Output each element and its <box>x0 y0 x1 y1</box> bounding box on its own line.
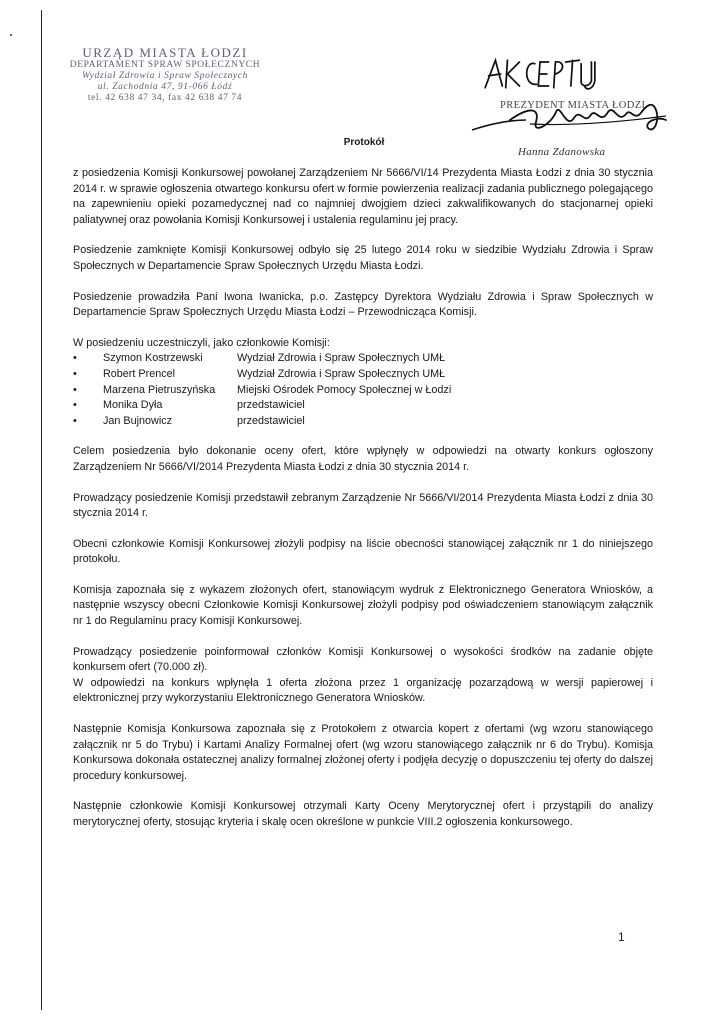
member-name: Monika Dyła <box>103 399 163 412</box>
bullet: • <box>73 399 77 412</box>
intro-paragraph: z posiedzenia Komisji Konkursowej powołanej Zarządzeniem Nr 5666/VI/14 Prezydenta Miasta Łodzi z dnia 30 stycznia 2014 r. w sprawie ogłoszenia otwartego konkursu ofert w formie powierzenia realizacji zadania publicznego polegającego na zapewnieniu opieki pozamedycznej nad co najmniej dwojgiem dzieci zakwalifikowanych do stacjonarnej opieki paliatywnej oraz powołania Komisji Konkursowej i ustalenia regulaminu jej pracy. <box>73 167 653 226</box>
formal-analysis-paragraph: Następnie Komisja Konkursowa zapoznała się z Protokołem z otwarcia kopert z ofertami (wg wzoru stanowiącego załącznik nr 5 do Trybu) i Kartami Analizy Formalnej ofert (wg wzoru stanowiącego załącznik nr 6 do Trybu). Komisja Konkursowa dokonała ostatecznej analizy formalnej złożonej oferty i podjęła decyzję o dopuszczeniu tej oferty do dalszej procedury konkursowej. <box>73 723 653 782</box>
meeting-place-paragraph: Posiedzenie zamknięte Komisji Konkursowej odbyło się 25 lutego 2014 roku w siedzibie Wydziału Zdrowia i Spraw Społecznych w Departamencie Spraw Społecznych Urzędu Miasta Łodzi. <box>73 244 653 272</box>
stamp-department: DEPARTAMENT SPRAW SPOŁECZNYCH <box>69 60 261 70</box>
member-name: Robert Prencel <box>103 367 176 380</box>
stamp-address: ul. Zachodnia 47, 91-066 Łódź <box>97 82 233 92</box>
stamp-phone: tel. 42 638 47 34, fax 42 638 47 74 <box>87 93 243 103</box>
signer-name: Hanna Zdanowska <box>518 146 606 158</box>
member-org: przedstawiciel <box>237 399 305 412</box>
bullet: • <box>73 352 77 365</box>
document-body <box>73 166 653 846</box>
document-title: Protokół <box>343 137 385 148</box>
list-item <box>73 398 653 414</box>
list-item <box>73 367 653 383</box>
funds-paragraph: Prowadzący posiedzenie poinformował członków Komisji Konkursowej o wysokości środków na zadanie objęte konkursem ofert (70.000 zł). <box>73 645 653 674</box>
bullet: • <box>73 414 77 427</box>
office-stamp <box>60 46 270 104</box>
bullet: • <box>73 367 77 380</box>
stamp-title: URZĄD MIASTA ŁODZI <box>82 45 248 60</box>
scan-speck <box>10 34 12 36</box>
members-list <box>73 351 653 429</box>
list-item <box>73 414 653 430</box>
president-label: PREZYDENT MIASTA ŁODZI <box>500 100 646 111</box>
ordinance-paragraph: Prowadzący posiedzenie Komisji przedstawił zebranym Zarządzenie Nr 5666/VI/2014 Prezydenta Miasta Łodzi z dnia 30 stycznia 2014 r. <box>73 491 653 520</box>
chair-paragraph: Posiedzenie prowadziła Pani Iwona Iwanicka, p.o. Zastępcy Dyrektora Wydziału Zdrowia i Spraw Społecznych w Departamencie Spraw Społecznych Urzędu Miasta Łodzi – Przewodnicząca Komisji. <box>73 290 653 319</box>
handwritten-approval <box>480 54 600 94</box>
member-org: Wydział Zdrowia i Spraw Społecznych UMŁ <box>237 352 446 365</box>
member-name: Szymon Kostrzewski <box>103 352 203 365</box>
attendance-paragraph: Obecni członkowie Komisji Konkursowej złożyli podpisy na liście obecności stanowiącej załącznik nr 1 do niniejszego protokołu. <box>73 537 653 566</box>
member-name: Jan Bujnowicz <box>103 414 173 427</box>
member-org: Wydział Zdrowia i Spraw Społecznych UMŁ <box>237 367 446 380</box>
member-org: Miejski Ośrodek Pomocy Społecznej w Łodzi <box>237 383 452 396</box>
member-name: Marzena Pietruszyńska <box>103 383 216 396</box>
purpose-paragraph: Celem posiedzenia było dokonanie oceny ofert, które wpłynęły w odpowiedzi na otwarty konkurs ogłoszony Zarządzeniem Nr 5666/VI/2014 Prezydenta Miasta Łodzi z dnia 30 stycznia 2014 r. <box>73 445 653 473</box>
member-org: przedstawiciel <box>237 414 305 427</box>
page-number: 1 <box>618 930 625 944</box>
list-item <box>73 351 653 367</box>
stamp-division: Wydział Zdrowia i Spraw Społecznych <box>82 71 248 81</box>
members-intro: W posiedzeniu uczestniczyli, jako członkowie Komisji: <box>73 336 330 349</box>
merit-evaluation-paragraph: Następnie członkowie Komisji Konkursowej otrzymali Karty Oceny Merytorycznej ofert i przystąpili do analizy merytorycznej oferty, stosując kryteria i skalę ocen określone w punkcie VIII.2 ogłoszenia konkursowego. <box>73 800 653 828</box>
offers-received-paragraph: W odpowiedzi na konkurs wpłynęła 1 oferta złożona przez 1 organizację pozarządową w wersji papierowej i elektronicznej przy wykorzystaniu Elektronicznego Generatora Wniosków. <box>73 676 653 705</box>
offers-list-paragraph: Komisja zapoznała się z wykazem złożonych ofert, stanowiącym wydruk z Elektronicznego Generatora Wniosków, a następnie wszyscy obecni Członkowie Komisji Konkursowej złożyli podpisy pod oświadczeniem stanowiącym załącznik nr 1 do Regulaminu pracy Komisji Konkursowej. <box>73 583 653 628</box>
bullet: • <box>73 383 77 396</box>
list-item <box>73 383 653 399</box>
scan-edge-line <box>41 10 42 1010</box>
